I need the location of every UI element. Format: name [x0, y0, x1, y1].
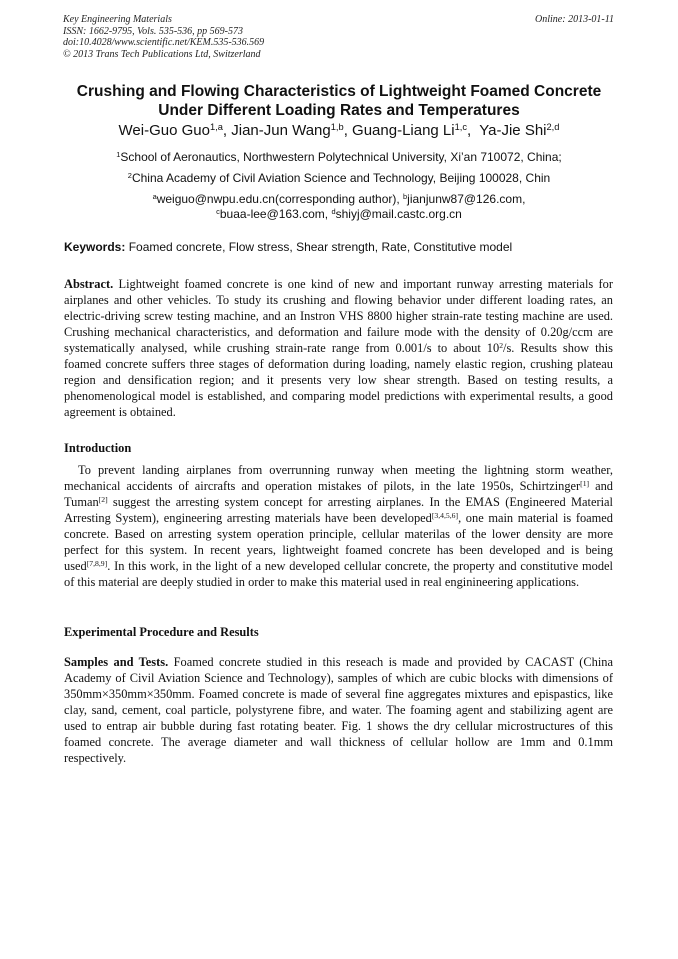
paper-title: [40, 82, 638, 120]
intro-text: To prevent landing airplanes from overrunning runway when meeting the lightning storm weather, mechanical accidents of aircrafts and operation mistakes of pilots, in the late 1950s, Schirtzinger: [64, 463, 613, 494]
issn-line: ISSN: 1662-9795, Vols. 535-536, pp 569-573: [63, 25, 243, 37]
citation[interactable]: [2]: [98, 494, 108, 504]
keywords-label: Keywords:: [64, 240, 126, 254]
intro-text: suggest the arresting system concept for arresting airplanes. In the EMAS (Engineered Material Arresting System), engineering arresting materials have been developed: [64, 495, 613, 526]
author-name: Guang-Liang Li: [352, 122, 455, 139]
author-sup: 1,b: [330, 121, 344, 132]
author-sup: 1,a: [209, 121, 223, 132]
author-list: [20, 121, 658, 141]
abstract-sup: 2: [499, 340, 504, 350]
keywords: [64, 240, 618, 255]
journal-name: Key Engineering Materials: [63, 14, 172, 25]
author-name: Ya-Jie Shi: [479, 122, 547, 139]
intro-text: . In this work, in the light of a new developed cellular concrete, the property and constitutive model of this material are deeply studied in order to make this material used in real enginineering applications.: [64, 559, 613, 590]
author-sep: ,: [343, 122, 353, 139]
journal-header: [63, 14, 614, 60]
affiliation-sup: 2: [127, 170, 132, 180]
keywords-text: Foamed concrete, Flow stress, Shear strength, Rate, Constitutive model: [125, 240, 513, 254]
abstract: [64, 276, 613, 420]
abstract-text: Lightweight foamed concrete is one kind of new and important runway arresting materials for airplanes and other vehicles. To study its crushing and flowing behavior under different loading rates, an electric-driving screw testing machine, and an Instron VHS 8800 higher strain-rate testing machine are used. Crushing mechanical characteristics, and deformation and failure mode with the density of 0.20g/ccm are systematically analysed, while crushing strain-rate range from 0.001/s to about 10: [64, 277, 613, 356]
abstract-label: Abstract.: [64, 277, 114, 291]
email-line-2: [20, 207, 658, 222]
abstract-text: /s. Results show this foamed concrete suffers three stages of deformation during loading, namely elastic region, crushing plateau region and densification region; and it presents very low shear strength. Based on testing results, a phenomenological model is established, and comparing model predictions with experimental results, a good agreement is obtained.: [64, 341, 614, 420]
email-address[interactable]: jianjunw87@126.com,: [407, 192, 526, 206]
author-name: Wei-Guo Guo: [118, 122, 210, 139]
affiliation-1: [20, 150, 658, 165]
author-sup: 1,c: [454, 121, 468, 132]
author-sup: 2,d: [546, 121, 560, 132]
email-address[interactable]: weiguo@nwpu.edu.cn(corresponding author),: [156, 192, 404, 206]
doi-line: doi:10.4028/www.scientific.net/KEM.535-536.569: [63, 37, 265, 49]
affiliation-text: China Academy of Civil Aviation Science and Technology, Beijing 100028, Chin: [131, 171, 551, 185]
title-line-1: Crushing and Flowing Characteristics of Lightweight Foamed Concrete: [76, 83, 602, 100]
intro-text: , one main material is foamed concrete. Based on arresting system operation principle, cellular materilas of the lower density are more perfect for this system. In recent years, lightweight foamed concrete has been developed and is being used: [64, 511, 613, 574]
samples-label: Samples and Tests.: [64, 655, 169, 669]
affiliation-sup: 1: [116, 149, 121, 159]
email-sup: c: [216, 206, 220, 216]
samples-text: Foamed concrete studied in this reseach is made and provided by CACAST (China Academy of Civil Aviation Science and Technology), samples of which are cubic blocks with dimensions of 350mm×350mm×350mm. Foamed concrete is made of several fine aggregates mixtures and epispastics, like clay, sand, cement, coal particle, polystyrene fibre, and water. The foaming agent and stabilizing agent are used to entrap air bubble during fast rotating beater. Fig. 1 shows the dry cellular microstructures of this foamed concrete. The average diameter and wall thickness of cellular hollow are 1mm and 0.1mm respectively.: [64, 655, 613, 766]
copyright-line: © 2013 Trans Tech Publications Ltd, Switzerland: [63, 48, 261, 60]
email-sup: b: [403, 191, 408, 201]
email-sup: a: [152, 191, 157, 201]
author-name: Jian-Jun Wang: [231, 122, 331, 139]
affiliation-2: [20, 171, 658, 186]
affiliation-text: School of Aeronautics, Northwestern Polytechnical University, Xi’an 710072, China;: [120, 150, 562, 164]
author-sep: ,: [222, 122, 232, 139]
email-sup: d: [331, 206, 336, 216]
citation[interactable]: [7,8,9]: [86, 559, 108, 569]
samples-paragraph: [64, 654, 613, 766]
citation[interactable]: [3,4,5,6]: [431, 510, 459, 520]
introduction-paragraph: [64, 462, 613, 590]
title-line-2: Under Different Loading Rates and Temperatures: [158, 102, 520, 119]
online-date: Online: 2013-01-11: [535, 14, 614, 25]
experimental-heading: Experimental Procedure and Results: [64, 625, 259, 639]
email-address[interactable]: shiyj@mail.castc.org.cn: [335, 207, 462, 221]
author-sep: ,: [467, 122, 480, 139]
email-address[interactable]: buaa-lee@163.com,: [219, 207, 332, 221]
citation[interactable]: [1]: [580, 478, 590, 488]
introduction-heading: Introduction: [64, 441, 132, 455]
intro-text: and Tuman: [64, 479, 613, 510]
email-line-1: [20, 192, 658, 207]
